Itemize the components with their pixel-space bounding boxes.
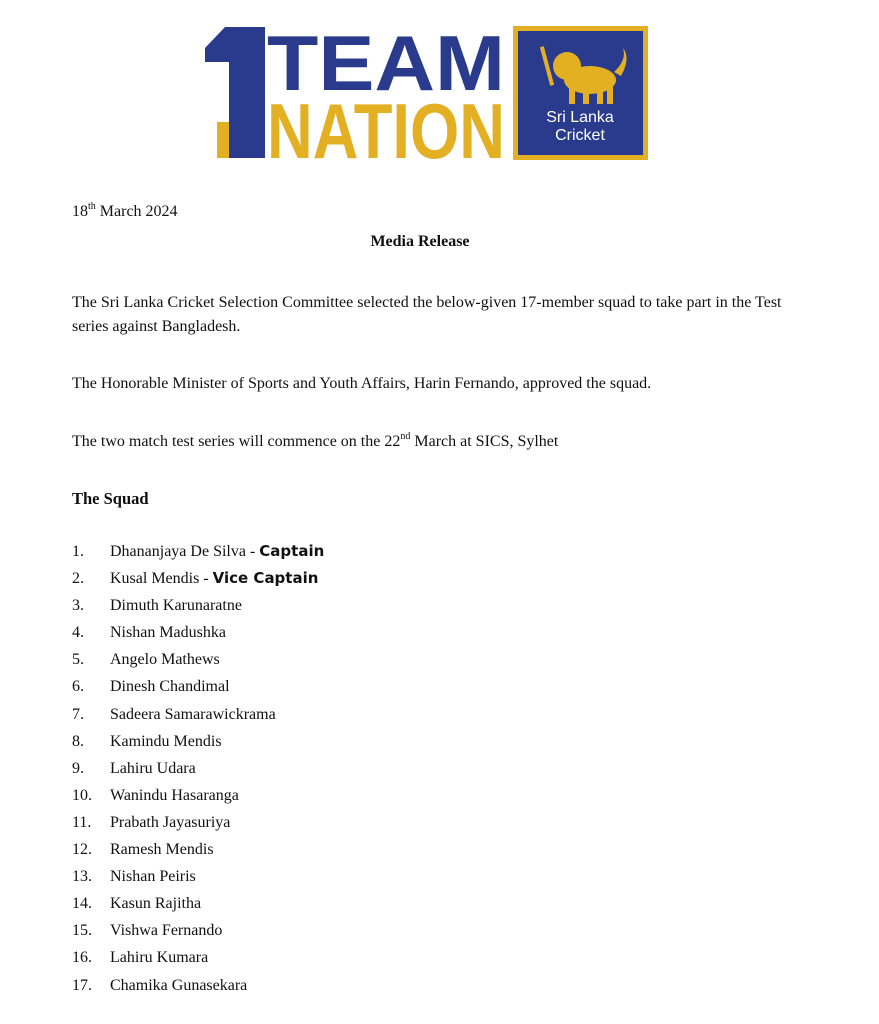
list-item (72, 701, 324, 728)
selection-paragraph: The Sri Lanka Cricket Selection Committee selected the below-given 17-member squad to take part in the Test series against Bangladesh. (72, 294, 782, 335)
player-name: Kasun Rajitha (110, 895, 202, 913)
list-item-number: 2. (72, 570, 84, 588)
player-name: Sadeera Samarawickrama (110, 705, 276, 723)
date-month-year: March 2024 (95, 203, 178, 220)
list-item-number: 17. (72, 976, 92, 994)
list-item (72, 755, 324, 782)
player-name: Angelo Mathews (110, 651, 220, 669)
list-item-number: 9. (72, 759, 84, 777)
list-item (72, 836, 324, 863)
list-item (72, 809, 324, 836)
sri-lanka-cricket-badge (513, 26, 648, 160)
squad-list (72, 538, 324, 999)
list-item-number: 14. (72, 895, 92, 913)
page-title: Media Release (370, 233, 470, 250)
list-item-number: 13. (72, 868, 92, 886)
list-item-number: 15. (72, 922, 92, 940)
player-name: Nishan Peiris (110, 868, 196, 886)
series-text-end: March at SICS, Sylhet (410, 433, 559, 450)
release-date (72, 200, 178, 221)
series-paragraph (72, 430, 558, 454)
player-name: Prabath Jayasuriya (110, 813, 231, 831)
list-item-number: 12. (72, 841, 92, 859)
date-day: 18 (72, 203, 88, 220)
player-name: Wanindu Hasaranga (110, 786, 239, 804)
player-name: Chamika Gunasekara (110, 976, 248, 994)
series-text-start: The two match test series will commence on the 22 (72, 433, 401, 450)
player-name: Ramesh Mendis (110, 841, 214, 859)
list-item (72, 890, 324, 917)
logo-graphic (195, 24, 650, 162)
list-item (72, 944, 324, 971)
list-item-number: 1. (72, 543, 84, 560)
logo-line-team: TEAM (267, 24, 505, 107)
player-name: Vishwa Fernando (110, 922, 223, 940)
list-item (72, 673, 324, 700)
player-name: Kusal Mendis (110, 570, 200, 588)
player-name: Kamindu Mendis (110, 732, 222, 750)
list-item (72, 728, 324, 755)
series-date-suffix: nd (400, 430, 411, 442)
logo-digit-one (205, 27, 265, 158)
list-item-number: 16. (72, 949, 92, 967)
player-name: Dimuth Karunaratne (110, 597, 242, 615)
list-item-number: 5. (72, 651, 84, 669)
list-item (72, 619, 324, 646)
player-name: Dhananjaya De Silva (110, 543, 246, 560)
player-name: Nishan Madushka (110, 624, 226, 642)
player-role: Vice Captain (212, 569, 319, 588)
list-item-number: 6. (72, 678, 84, 696)
list-item: 1. Dhananjaya De Silva - Captain (72, 538, 324, 565)
list-item: 2. Kusal Mendis - Vice Captain (72, 565, 324, 592)
list-item (72, 592, 324, 619)
badge-line-cricket: Cricket (555, 127, 605, 144)
list-item (72, 646, 324, 673)
player-role: Captain (259, 542, 325, 560)
list-item-number: 3. (72, 597, 84, 615)
list-item-number: 10. (72, 786, 92, 804)
list-item-number: 8. (72, 732, 84, 750)
list-item-number: 11. (72, 813, 92, 831)
list-item-number: 7. (72, 705, 84, 723)
logo-line-nation: NATION (267, 87, 505, 162)
player-name: Lahiru Kumara (110, 949, 209, 967)
player-name: Lahiru Udara (110, 759, 196, 777)
list-item (72, 972, 324, 999)
squad-heading: The Squad (72, 489, 149, 508)
list-item (72, 917, 324, 944)
badge-line-sri-lanka: Sri Lanka (546, 109, 614, 126)
date-suffix: th (88, 200, 96, 212)
list-item (72, 782, 324, 809)
team-nation-logo (195, 24, 650, 162)
list-item-number: 4. (72, 624, 84, 642)
approval-paragraph: The Honorable Minister of Sports and Youth Affairs, Harin Fernando, approved the squad. (72, 375, 652, 392)
list-item (72, 863, 324, 890)
player-name: Dinesh Chandimal (110, 678, 230, 696)
